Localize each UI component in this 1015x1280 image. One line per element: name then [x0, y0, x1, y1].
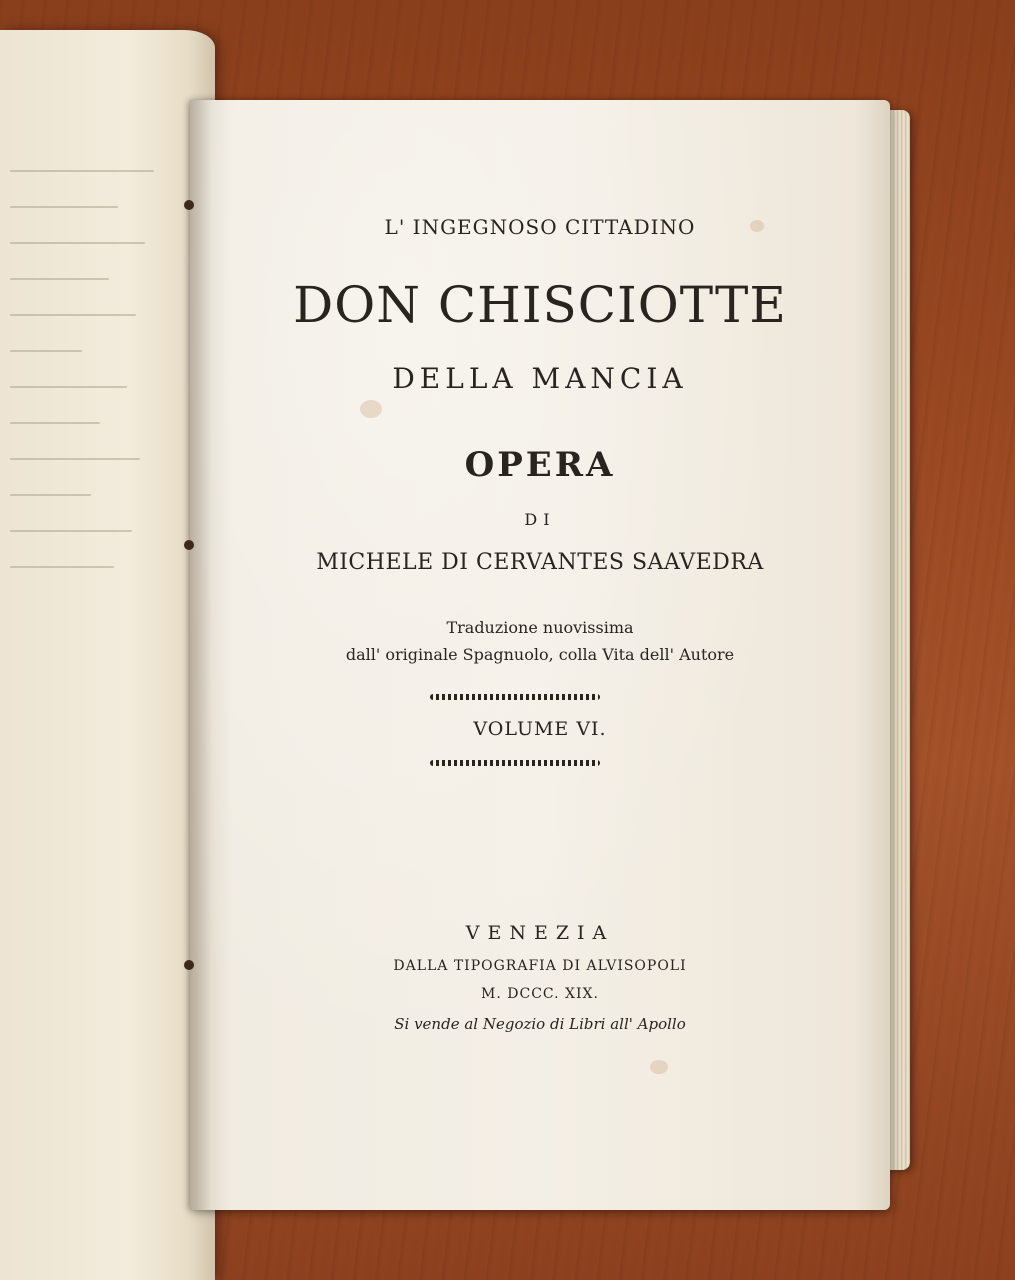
imprint-city: VENEZIA: [465, 922, 615, 944]
left-page: [0, 30, 215, 1280]
binding-stitch: [184, 200, 194, 210]
book-subtitle: DELLA MANCIA: [392, 362, 688, 395]
wavy-rule-bottom: [430, 760, 600, 766]
wavy-rule-top: [430, 694, 600, 700]
di-label: DI: [524, 510, 556, 529]
title-page: [190, 100, 890, 1210]
book-title: DON CHISCIOTTE: [293, 276, 787, 334]
volume-label: VOLUME VI.: [473, 718, 607, 740]
opera-label: OPERA: [464, 445, 616, 485]
imprint-seller: Si vende al Negozio di Libri all' Apollo: [394, 1015, 686, 1033]
translation-note-2: dall' originale Spagnuolo, colla Vita dell' Autore: [345, 645, 735, 664]
bleed-through-text: [10, 170, 190, 770]
title-line-ingegnoso: L' INGEGNOSO CITTADINO: [384, 215, 696, 239]
binding-stitch: [184, 540, 194, 550]
author-name: MICHELE DI CERVANTES SAAVEDRA: [316, 550, 764, 575]
foxing-spot: [360, 400, 382, 418]
imprint-printer: DALLA TIPOGRAFIA DI ALVISOPOLI: [393, 958, 687, 974]
imprint-year: M. DCCC. XIX.: [481, 986, 599, 1002]
foxing-spot: [650, 1060, 668, 1074]
translation-note-1: Traduzione nuovissima: [446, 618, 634, 637]
